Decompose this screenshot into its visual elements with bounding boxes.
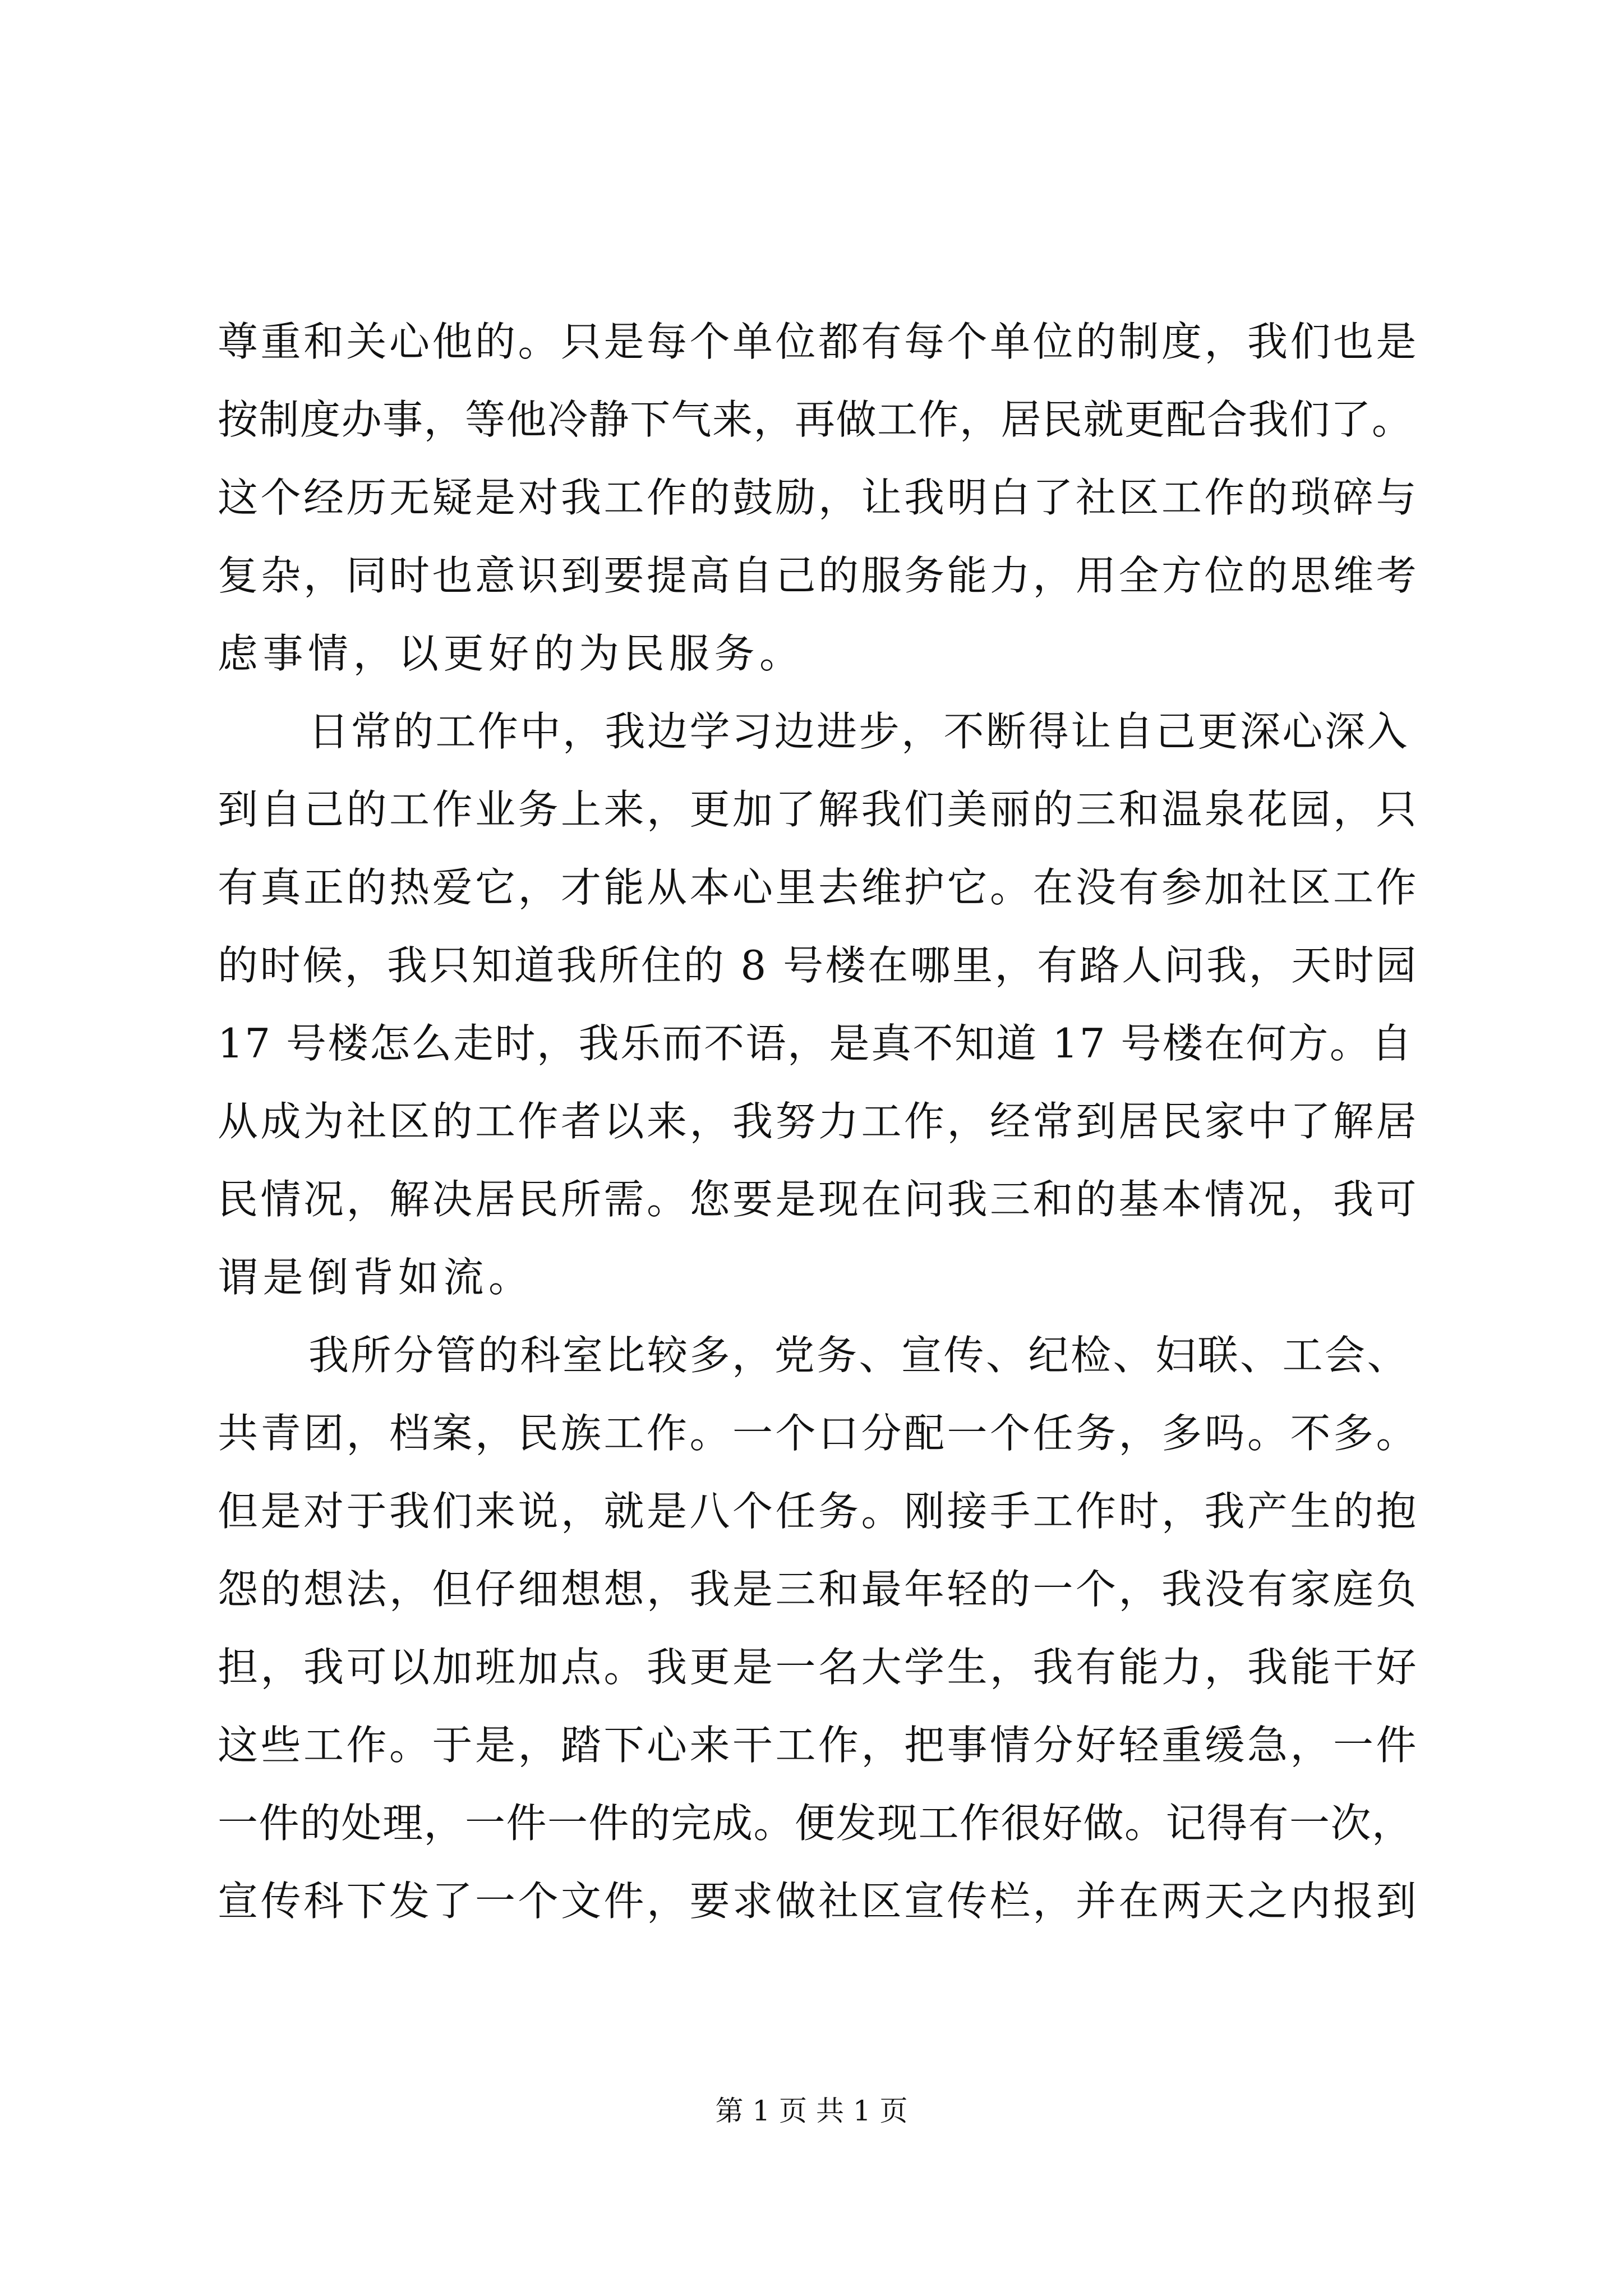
text-line: 复杂，同时也意识到要提高自己的服务能力，用全方位的思维考 bbox=[218, 552, 1419, 599]
text-line: 17 号楼怎么走时，我乐而不语，是真不知道 17 号楼在何方。自 bbox=[218, 1020, 1413, 1067]
text-line: 到自己的工作业务上来，更加了解我们美丽的三和温泉花园，只 bbox=[218, 786, 1419, 833]
text-line: 怨的想法，但仔细想想，我是三和最年轻的一个，我没有家庭负 bbox=[218, 1566, 1419, 1613]
text-line: 虑事情，以更好的为民服务。 bbox=[218, 630, 805, 677]
text-line: 这些工作。于是，踏下心来干工作，把事情分好轻重缓急，一件 bbox=[218, 1722, 1419, 1769]
text-line: 一件的处理，一件一件的完成。便发现工作很好做。记得有一次， bbox=[218, 1800, 1413, 1847]
text-line: 尊重和关心他的。只是每个单位都有每个单位的制度，我们也是 bbox=[218, 318, 1419, 365]
text-line: 担，我可以加班加点。我更是一名大学生，我有能力，我能干好 bbox=[218, 1644, 1419, 1691]
body-text bbox=[218, 303, 1423, 1940]
text-line: 民情况，解决居民所需。您要是现在问我三和的基本情况，我可 bbox=[218, 1176, 1419, 1223]
text-line: 这个经历无疑是对我工作的鼓励，让我明白了社区工作的琐碎与 bbox=[218, 474, 1419, 521]
text-line: 按制度办事，等他冷静下气来，再做工作，居民就更配合我们了。 bbox=[218, 396, 1413, 443]
text-line: 有真正的热爱它，才能从本心里去维护它。在没有参加社区工作 bbox=[218, 864, 1419, 911]
page-footer bbox=[0, 2091, 1623, 2131]
text-line: 共青团，档案，民族工作。一个口分配一个任务，多吗。不多。 bbox=[218, 1410, 1419, 1457]
text-line: 从成为社区的工作者以来，我努力工作，经常到居民家中了解居 bbox=[218, 1098, 1419, 1145]
text-line: 谓是倒背如流。 bbox=[218, 1254, 534, 1301]
text-line: 但是对于我们来说，就是八个任务。刚接手工作时，我产生的抱 bbox=[218, 1488, 1419, 1535]
paragraph-first-line: 日常的工作中，我边学习边进步，不断得让自己更深心深入 bbox=[308, 708, 1410, 755]
paragraph-first-line: 我所分管的科室比较多，党务、宣传、纪检、妇联、工会、 bbox=[308, 1332, 1410, 1379]
text-line: 的时候，我只知道我所住的 8 号楼在哪里，有路人问我，天时园 bbox=[218, 942, 1418, 989]
page-number-label: 第 1 页 共 1 页 bbox=[715, 2095, 908, 2127]
text-line: 宣传科下发了一个文件，要求做社区宣传栏，并在两天之内报到 bbox=[218, 1878, 1419, 1925]
